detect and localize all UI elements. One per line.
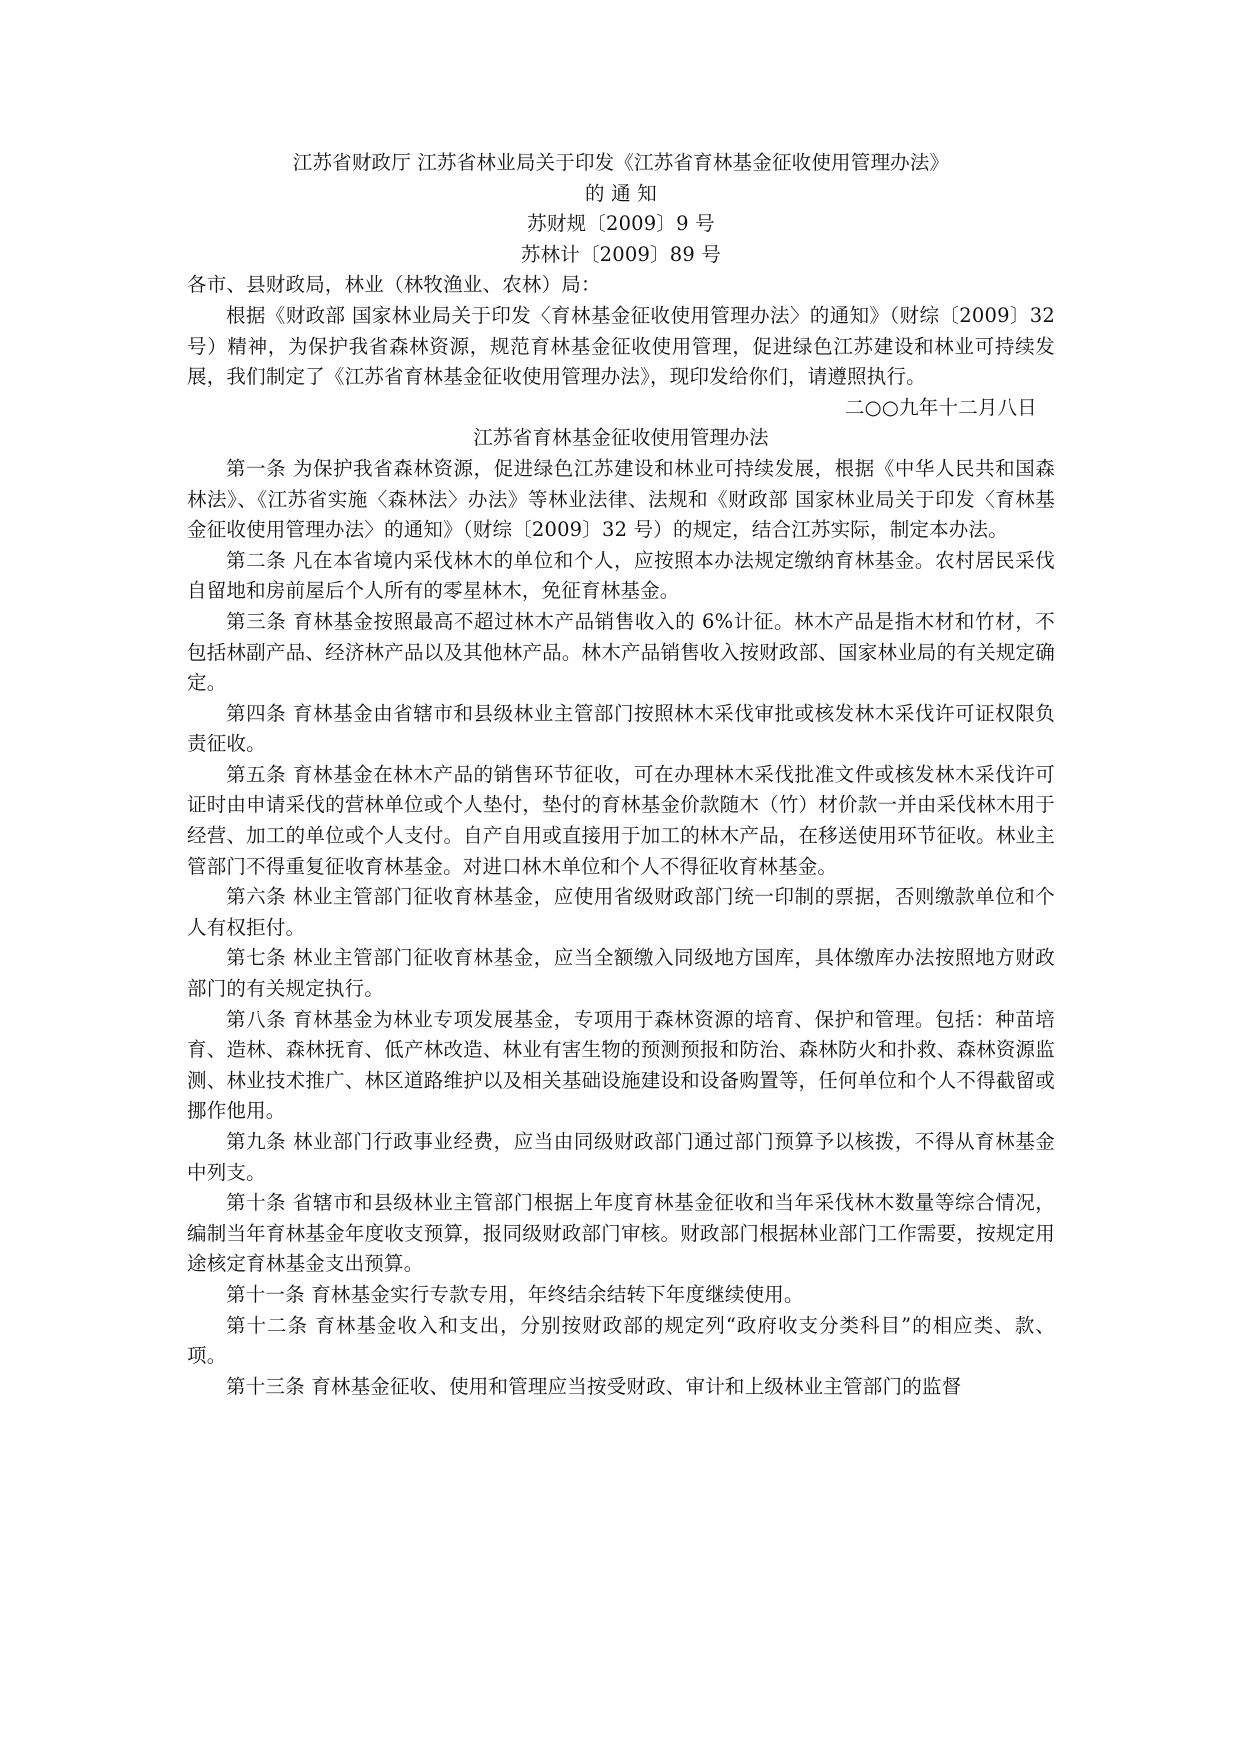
article-2: 第二条 凡在本省境内采伐林木的单位和个人，应按照本办法规定缴纳育林基金。农村居民采伐自留地和房前屋后个人所有的零星林木，免征育林基金。 <box>187 548 1055 603</box>
article-8: 第八条 育林基金为林业专项发展基金，专项用于森林资源的培育、保护和管理。包括：种苗培育、造林、森林抚育、低产林改造、林业有害生物的预测预报和防治、森林防火和扑救、森林资源监测、林业技术推广、林区道路维护以及相关基础设施建设和设备购置等，任何单位和个人不得截留或挪作他用。 <box>187 1007 1055 1123</box>
notice-title-line-2: 的 通 知 <box>585 181 657 205</box>
document-body <box>187 148 1055 1402</box>
article-7: 第七条 林业主管部门征收育林基金，应当全额缴入同级地方国库，具体缴库办法按照地方财政部门的有关规定执行。 <box>187 946 1055 1001</box>
article-1: 第一条 为保护我省森林资源，促进绿色江苏建设和林业可持续发展，根据《中华人民共和国森林法》、《江苏省实施〈森林法〉办法》等林业法律、法规和《财政部 国家林业局关于印发〈育林基金征收使用管理办法〉的通知》（财综〔2009〕32 号）的规定，结合江苏实际，制定本办法。 <box>187 456 1055 542</box>
article-9: 第九条 林业部门行政事业经费，应当由同级财政部门通过部门预算予以核拨，不得从育林基金中列支。 <box>187 1130 1055 1184</box>
article-5: 第五条 育林基金在林木产品的销售环节征收，可在办理林木采伐批准文件或核发林木采伐许可证时由申请采伐的营林单位或个人垫付，垫付的育林基金价款随木（竹）材价款一并由采伐林木用于经营、加工的单位或个人支付。自产自用或直接用于加工的林木产品，在移送使用环节征收。林业主管部门不得重复征收育林基金。对进口林木单位和个人不得征收育林基金。 <box>187 762 1055 878</box>
document-number-2: 苏林计〔2009〕89 号 <box>520 242 722 266</box>
article-12: 第十二条 育林基金收入和支出，分别按财政部的规定列“政府收支分类科目”的相应类、款、项。 <box>187 1313 1055 1368</box>
measures-title: 江苏省育林基金征收使用管理办法 <box>473 426 769 450</box>
article-3: 第三条 育林基金按照最高不超过林木产品销售收入的 6%计征。林木产品是指木材和竹材，不包括林副产品、经济林产品以及其他林产品。林木产品销售收入按财政部、国家林业局的有关规定确定。 <box>187 609 1055 695</box>
article-11: 第十一条 育林基金实行专款专用，年终结余结转下年度继续使用。 <box>226 1282 804 1306</box>
salutation: 各市、县财政局，林业（林牧渔业、农林）局： <box>187 273 601 297</box>
notice-title-line-1: 江苏省财政厅 江苏省林业局关于印发《江苏省育林基金征收使用管理办法》 <box>292 151 950 174</box>
document-number-1: 苏财规〔2009〕9 号 <box>527 212 715 236</box>
issue-date: 二○○九年十二月八日 <box>844 395 1037 419</box>
intro-paragraph: 根据《财政部 国家林业局关于印发〈育林基金征收使用管理办法〉的通知》（财综〔2009〕32 号）精神，为保护我省森林资源，规范育林基金征收使用管理，促进绿色江苏建设和林业可持续发展，我们制定了《江苏省育林基金征收使用管理办法》，现印发给你们，请遵照执行。 <box>187 303 1055 389</box>
article-13: 第十三条 育林基金征收、使用和管理应当按受财政、审计和上级林业主管部门的监督 <box>226 1374 962 1398</box>
article-6: 第六条 林业主管部门征收育林基金，应使用省级财政部门统一印制的票据，否则缴款单位和个人有权拒付。 <box>187 885 1055 939</box>
article-4: 第四条 育林基金由省辖市和县级林业主管部门按照林木采伐审批或核发林木采伐许可证权限负责征收。 <box>187 701 1055 756</box>
article-10: 第十条 省辖市和县级林业主管部门根据上年度育林基金征收和当年采伐林木数量等综合情况，编制当年育林基金年度收支预算，报同级财政部门审核。财政部门根据林业部门工作需要，按规定用途核定育林基金支出预算。 <box>187 1191 1055 1276</box>
